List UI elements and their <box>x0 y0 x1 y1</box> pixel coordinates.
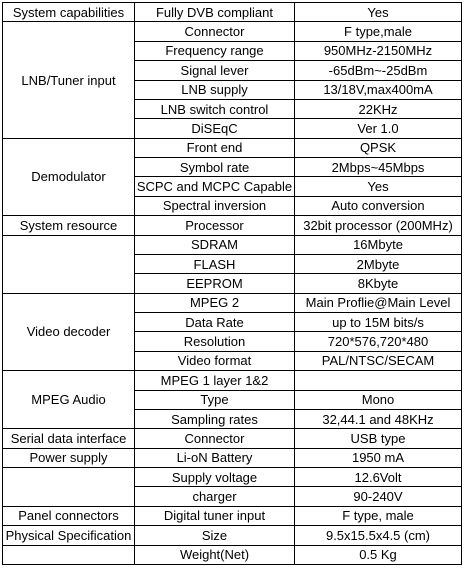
value-cell: 90-240V <box>295 487 462 506</box>
value-cell: Ver 1.0 <box>295 119 462 138</box>
param-cell: SCPC and MCPC Capable <box>135 177 295 196</box>
param-cell: Weight(Net) <box>135 545 295 565</box>
value-cell: Main Proflie@Main Level <box>295 293 462 312</box>
value-cell <box>295 371 462 390</box>
param-cell: Front end <box>135 138 295 157</box>
param-cell: Li-oN Battery <box>135 448 295 467</box>
param-cell: Frequency range <box>135 41 295 60</box>
value-cell: 32bit processor (200MHz) <box>295 216 462 235</box>
param-cell: SDRAM <box>135 235 295 254</box>
table-row <box>3 545 462 565</box>
value-cell: PAL/NTSC/SECAM <box>295 351 462 370</box>
value-cell: 950MHz-2150MHz <box>295 41 462 60</box>
param-cell: EEPROM <box>135 274 295 293</box>
value-cell: 12.6Volt <box>295 468 462 487</box>
value-cell: 9.5x15.5x4.5 (cm) <box>295 526 462 545</box>
param-cell: Type <box>135 390 295 409</box>
value-cell: Auto conversion <box>295 196 462 215</box>
value-cell: Yes <box>295 177 462 196</box>
group-cell: Demodulator <box>3 138 135 216</box>
param-cell: Processor <box>135 216 295 235</box>
param-cell: Digital tuner input <box>135 506 295 525</box>
group-cell <box>3 545 135 565</box>
param-cell: Connector <box>135 429 295 448</box>
value-cell: -65dBm~-25dBm <box>295 61 462 80</box>
group-cell: Panel connectors <box>3 506 135 525</box>
table-row <box>3 22 462 41</box>
param-cell: Sampling rates <box>135 409 295 428</box>
param-cell: Data Rate <box>135 313 295 332</box>
table-row <box>3 448 462 467</box>
value-cell: 720*576,720*480 <box>295 332 462 351</box>
group-cell: Physical Specification <box>3 526 135 545</box>
param-cell: Resolution <box>135 332 295 351</box>
value-cell: F type,male <box>295 22 462 41</box>
param-cell: Connector <box>135 22 295 41</box>
group-cell: Power supply <box>3 448 135 467</box>
group-cell: Video decoder <box>3 293 135 371</box>
table-row <box>3 526 462 545</box>
table-row <box>3 3 462 22</box>
param-cell: Fully DVB compliant <box>135 3 295 22</box>
param-cell: MPEG 2 <box>135 293 295 312</box>
group-cell <box>3 468 135 507</box>
value-cell: F type, male <box>295 506 462 525</box>
value-cell: 2Mbyte <box>295 254 462 273</box>
param-cell: Size <box>135 526 295 545</box>
param-cell: FLASH <box>135 254 295 273</box>
value-cell: 13/18V,max400mA <box>295 80 462 99</box>
param-cell: Supply voltage <box>135 468 295 487</box>
table-row <box>3 293 462 312</box>
value-cell: 32,44.1 and 48KHz <box>295 409 462 428</box>
param-cell: LNB supply <box>135 80 295 99</box>
value-cell: 0.5 Kg <box>295 545 462 565</box>
value-cell: Yes <box>295 3 462 22</box>
param-cell: MPEG 1 layer 1&2 <box>135 371 295 390</box>
table-row <box>3 216 462 235</box>
value-cell: USB type <box>295 429 462 448</box>
table-row <box>3 429 462 448</box>
value-cell: up to 15M bits/s <box>295 313 462 332</box>
group-cell: System resource <box>3 216 135 235</box>
table-row <box>3 468 462 487</box>
param-cell: DiSEqC <box>135 119 295 138</box>
param-cell: charger <box>135 487 295 506</box>
group-cell: MPEG Audio <box>3 371 135 429</box>
param-cell: Video format <box>135 351 295 370</box>
value-cell: 8Kbyte <box>295 274 462 293</box>
group-cell: Serial data interface <box>3 429 135 448</box>
spec-table-body <box>3 3 462 565</box>
value-cell: 22KHz <box>295 99 462 118</box>
param-cell: Symbol rate <box>135 158 295 177</box>
value-cell: QPSK <box>295 138 462 157</box>
param-cell: Signal lever <box>135 61 295 80</box>
param-cell: LNB switch control <box>135 99 295 118</box>
value-cell: 2Mbps~45Mbps <box>295 158 462 177</box>
group-cell: System capabilities <box>3 3 135 22</box>
table-row <box>3 371 462 390</box>
table-row <box>3 235 462 254</box>
group-cell: LNB/Tuner input <box>3 22 135 138</box>
value-cell: Mono <box>295 390 462 409</box>
table-row <box>3 138 462 157</box>
table-row <box>3 506 462 525</box>
group-cell <box>3 235 135 293</box>
spec-table <box>2 2 462 565</box>
param-cell: Spectral inversion <box>135 196 295 215</box>
value-cell: 1950 mA <box>295 448 462 467</box>
value-cell: 16Mbyte <box>295 235 462 254</box>
